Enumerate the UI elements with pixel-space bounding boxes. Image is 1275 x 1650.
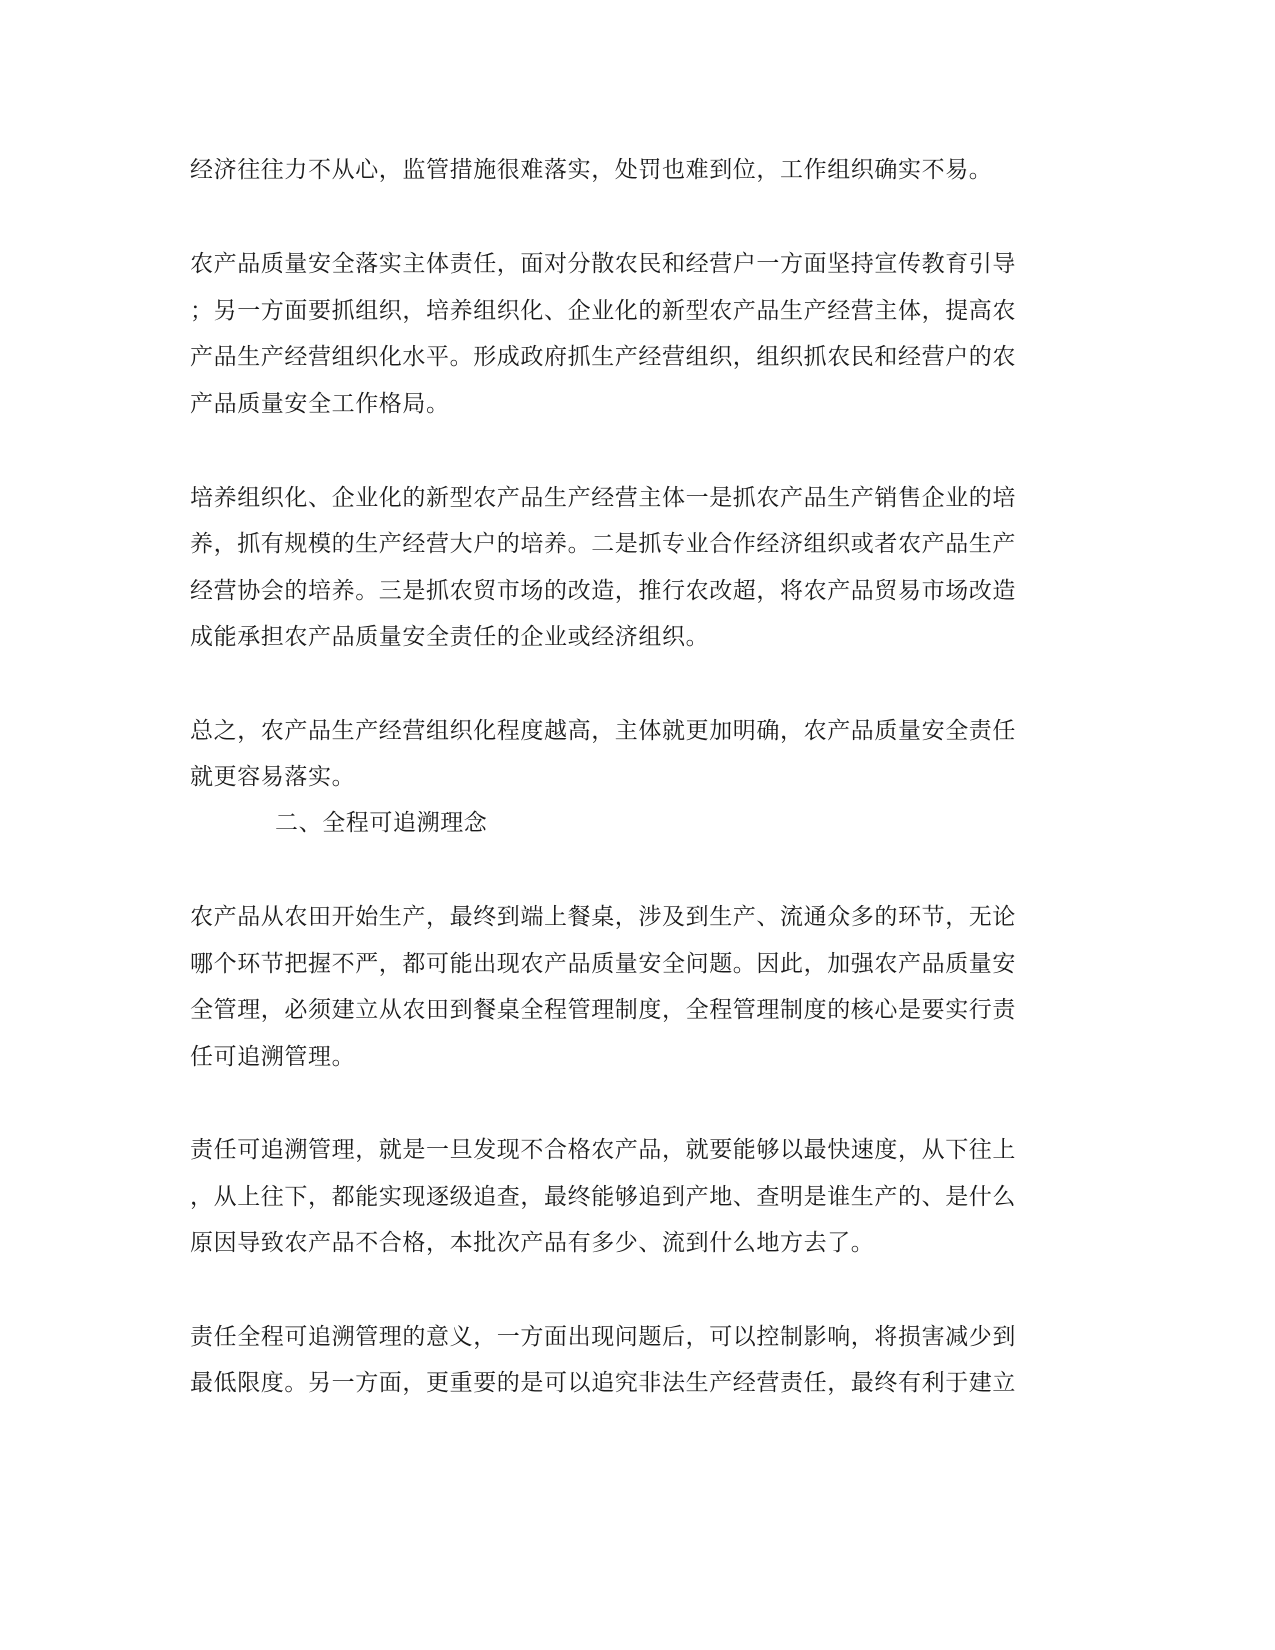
text-line: 总之，农产品生产经营组织化程度越高，主体就更加明确，农产品质量安全责任 — [190, 718, 1016, 744]
text-line: 原因导致农产品不合格，本批次产品有多少、流到什么地方去了。 — [190, 1230, 875, 1256]
text-line: 经济往往力不从心，监管措施很难落实，处罚也难到位，工作组织确实不易。 — [190, 157, 993, 183]
text-line: 成能承担农产品质量安全责任的企业或经济组织。 — [190, 624, 710, 650]
text-line: 任可追溯管理。 — [190, 1044, 356, 1070]
text-line: ，从上往下，都能实现逐级追查，最终能够追到产地、查明是谁生产的、是什么 — [190, 1184, 1016, 1210]
text-line: 培养组织化、企业化的新型农产品生产经营主体一是抓农产品生产销售企业的培 — [190, 485, 1016, 511]
text-line: 责任可追溯管理，就是一旦发现不合格农产品，就要能够以最快速度，从下往上 — [190, 1137, 1016, 1163]
text-line: 责任全程可追溯管理的意义，一方面出现问题后，可以控制影响，将损害减少到 — [190, 1324, 1016, 1350]
section-heading: 二、全程可追溯理念 — [275, 810, 488, 836]
text-line: 就更容易落实。 — [190, 764, 356, 790]
text-line: ；另一方面要抓组织，培养组织化、企业化的新型农产品生产经营主体，提高农 — [190, 298, 1016, 324]
text-line: 产品生产经营组织化水平。形成政府抓生产经营组织，组织抓农民和经营户的农 — [190, 344, 1016, 370]
text-line: 哪个环节把握不严，都可能出现农产品质量安全问题。因此，加强农产品质量安 — [190, 951, 1016, 977]
text-line: 养，抓有规模的生产经营大户的培养。二是抓专业合作经济组织或者农产品生产 — [190, 531, 1016, 557]
text-line: 农产品从农田开始生产，最终到端上餐桌，涉及到生产、流通众多的环节，无论 — [190, 904, 1016, 930]
text-line: 全管理，必须建立从农田到餐桌全程管理制度，全程管理制度的核心是要实行责 — [190, 997, 1016, 1023]
text-line: 产品质量安全工作格局。 — [190, 391, 450, 417]
text-line: 最低限度。另一方面，更重要的是可以追究非法生产经营责任，最终有利于建立 — [190, 1370, 1016, 1396]
text-line: 经营协会的培养。三是抓农贸市场的改造，推行农改超，将农产品贸易市场改造 — [190, 578, 1016, 604]
text-line: 农产品质量安全落实主体责任，面对分散农民和经营户一方面坚持宣传教育引导 — [190, 251, 1016, 277]
